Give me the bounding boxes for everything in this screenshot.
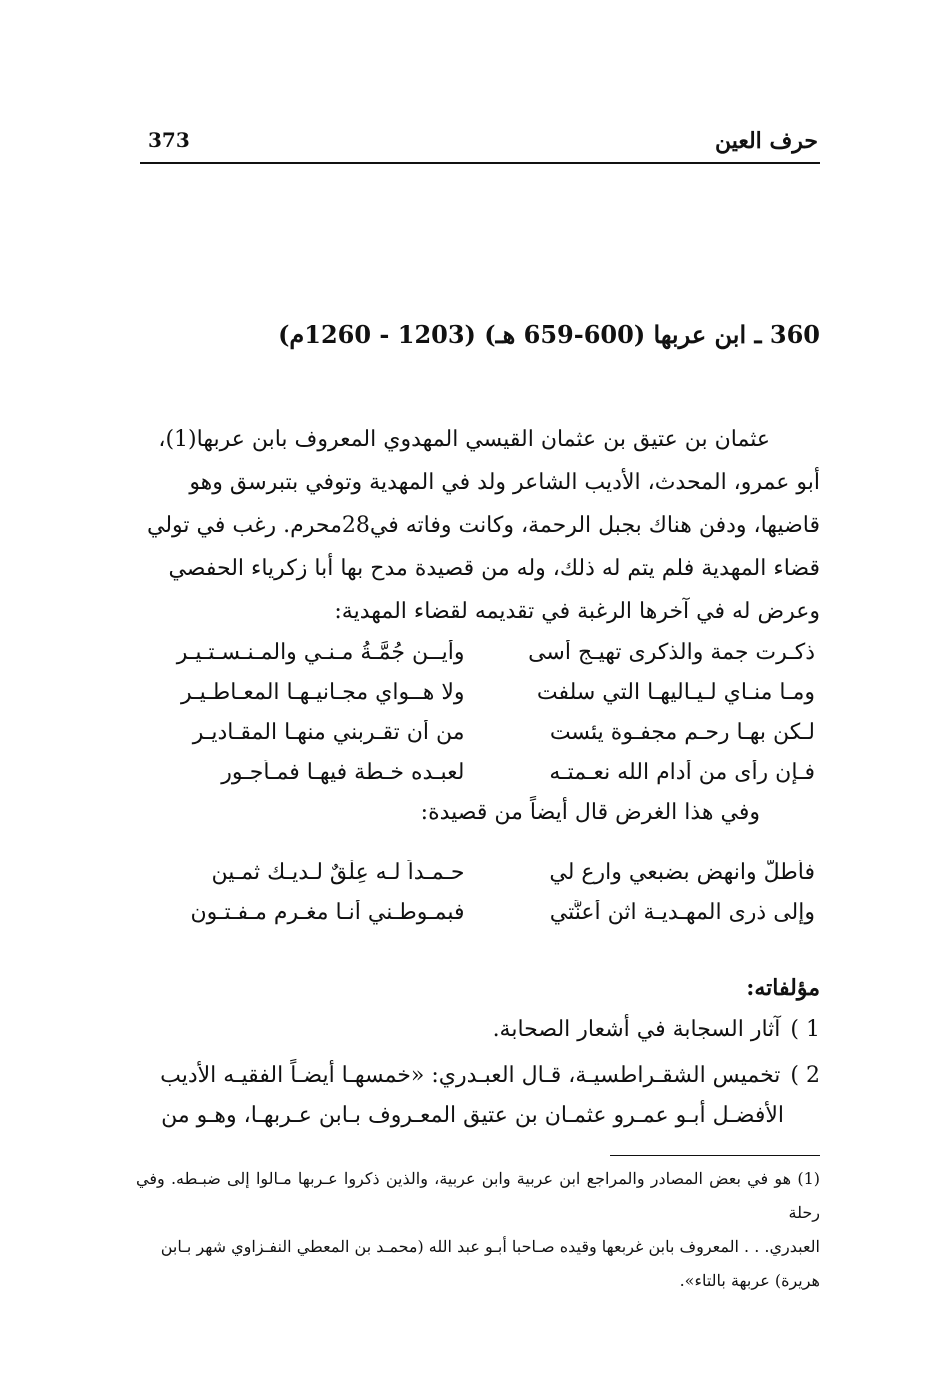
poem-block-1 (136, 632, 820, 792)
verse-second-hemistich: ولا هــواي مجـانيـهـا المعـاطـيـر (181, 679, 465, 705)
paragraph-line: عثمان بن عتيق بن عثمان القيسي المهدوي المعروف بابن عربها(1)، (158, 427, 770, 452)
header-rule (140, 162, 820, 164)
verse-first-hemistich: لـكن بهـا رحـم مجفـوة يئست (549, 719, 815, 745)
footnote-line: هريرة) عربهة بالتاء». (679, 1271, 820, 1290)
running-header-title: حرف العين (714, 128, 818, 154)
poem-block-2 (136, 852, 820, 932)
verse-line (136, 672, 820, 712)
verse-second-hemistich: لعبـده خـطة فيهـا فمـأجـور (221, 759, 465, 785)
footnotes (136, 1162, 820, 1298)
paragraph-line: وعرض له في آخرها الرغبة في تقديمه لقضاء المهدية: (334, 599, 820, 624)
footnote-line: (1) هو في بعض المصادر والمراجع ابن عربية وابن عربية، والذين ذكروا عـربها مـالوا إلى ضبـطه. وفي رحلة (136, 1169, 820, 1222)
paragraph-line: أبو عمرو، المحدث، الأديب الشاعر ولد في المهدية وتوفي بتبرسق وهو (189, 470, 820, 495)
verse-line (136, 892, 820, 932)
works-heading: مؤلفاته: (746, 975, 820, 1001)
paragraph-line: قاضيها، ودفن هناك بجبل الرحمة، وكانت وفاته في28محرم. رغب في تولي (147, 513, 820, 538)
footnote-line: العبدري. . . المعروف بابن غربعها وقيده صـاحبا أبـو عبد الله (محمـد بن المعطي النفـزاوي شهر بـابن (160, 1237, 820, 1256)
verse-first-hemistich: فأطلَّ وانهض بضبعي وارع لي (549, 859, 815, 885)
verse-second-hemistich: من أن تقـربني منهـا المقـاديـر (192, 719, 465, 745)
verse-line (136, 712, 820, 752)
biography-paragraph (136, 418, 820, 633)
entry-heading: 360 ـ ابن عربها (600-659 هـ) (1203 - 1260م) (278, 320, 820, 349)
verse-second-hemistich: وأيــن جُمَّـةُ مـنـي والمـنـسـتـيـر (176, 639, 465, 665)
works-list (136, 1010, 820, 1142)
work-continuation: الأفضـل أبـو عمـرو عثمـان بن عتيق المعـروف بـابن عـربهـا، وهـو من (161, 1103, 784, 1128)
verse-first-hemistich: ومـا منـاي لـيـاليهـا التي سلفت (536, 679, 815, 705)
poem-intro-line: وفي هذا الغرض قال أيضاً من قصيدة: (420, 800, 760, 825)
verse-first-hemistich: وإلى ذرى المهـديـة اثن أعنَّتي (549, 899, 815, 925)
work-title: تخميس الشقـراطسيـة، قـال العبـدري: «خمسهـا أيضـاً الفقيـه الأديب (160, 1063, 781, 1088)
work-item (136, 1056, 820, 1136)
work-number: 1 ) (790, 1017, 820, 1042)
work-number: 2 ) (790, 1063, 820, 1088)
verse-line (136, 752, 820, 792)
verse-first-hemistich: فـإن رأى من أدام الله نعـمتـه (549, 759, 815, 785)
verse-line (136, 632, 820, 672)
verse-first-hemistich: ذكـرت جمة والذكرى تهيـج أسى (528, 639, 815, 665)
page-number: 373 (148, 128, 190, 152)
work-item (136, 1010, 820, 1050)
verse-line (136, 852, 820, 892)
work-title: آثار السجابة في أشعار الصحابة. (492, 1017, 781, 1042)
footnote-rule (610, 1155, 820, 1156)
paragraph-line: قضاء المهدية فلم يتم له ذلك، وله من قصيدة مدح بها أبا زكرياء الحفصي (168, 556, 820, 581)
verse-second-hemistich: حـمـداً لـه عِلْقٌ لـديـك ثمـين (211, 859, 465, 885)
verse-second-hemistich: فبمـوطـني أنـا مغـرم مـفـتـون (190, 899, 465, 925)
